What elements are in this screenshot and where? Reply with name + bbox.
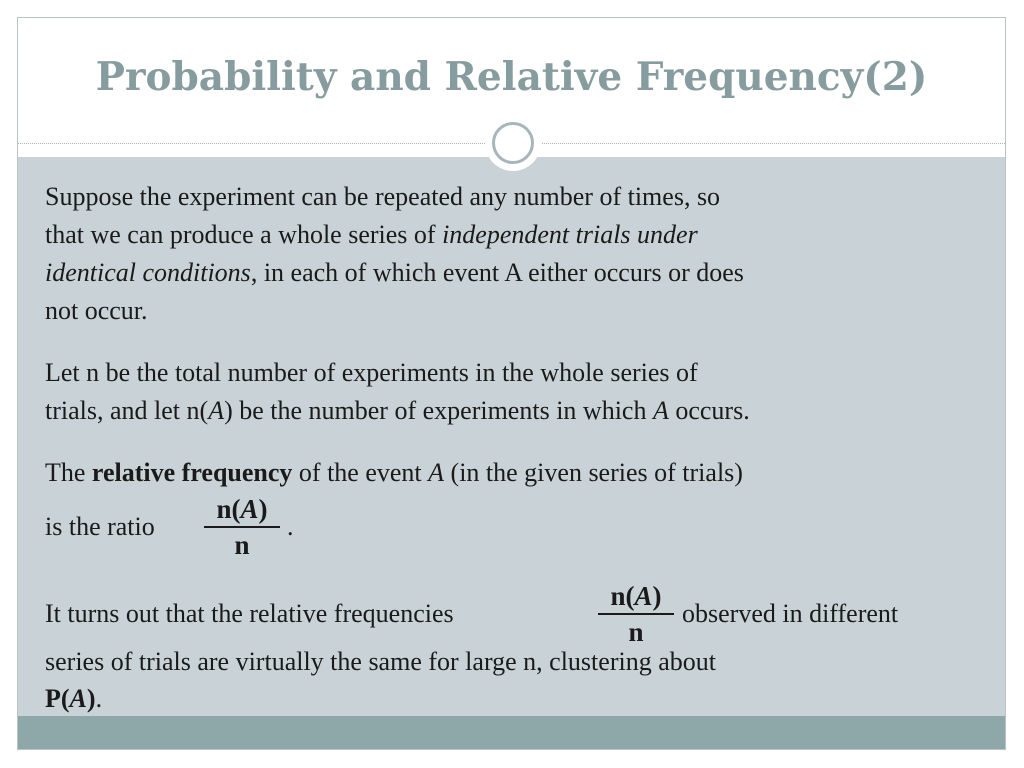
p4-line-1-b: observed in different <box>682 599 899 628</box>
p3-line-2: is the ratio <box>45 512 155 541</box>
fraction2-numerator <box>598 581 674 611</box>
p2-var-a2: A <box>652 396 669 425</box>
p1-italic-independent: independent trials under <box>442 220 698 249</box>
fraction-num-var: A <box>240 494 259 524</box>
p1-line-2 <box>45 216 985 254</box>
p3-line-1 <box>45 454 995 492</box>
p3-bold-term: relative frequency <box>91 458 293 487</box>
p2-text-e: occurs. <box>668 396 750 425</box>
fraction-bar <box>204 526 280 528</box>
p2-line-1: Let n be the total number of experiments in the whole series of <box>45 358 698 387</box>
p3-period: . <box>287 512 294 541</box>
p2-var-a: A <box>208 396 225 425</box>
ornament-ring <box>492 122 534 164</box>
p3-var-a: A <box>428 458 445 487</box>
paragraph-experiment <box>45 178 985 330</box>
p4-prob-open: P( <box>45 684 70 713</box>
slide <box>17 17 1006 750</box>
paragraph-definition-n <box>45 354 985 430</box>
ratio-fraction <box>204 494 280 560</box>
footer-bar <box>18 716 1005 750</box>
p2-line-2 <box>45 392 985 430</box>
p4-prob-close: ) <box>86 684 96 713</box>
fraction2-denominator: n <box>628 617 644 647</box>
p1-line-2-text: that we can produce a whole series of <box>45 220 443 249</box>
p1-line-3 <box>45 254 985 292</box>
fraction-denominator: n <box>234 530 250 560</box>
p3-text-1: The <box>45 458 92 487</box>
fraction-num-close: ) <box>258 494 268 524</box>
p1-line-3-text: , in each of which event A either occurs or does <box>250 258 744 287</box>
p3-text-3: of the event <box>292 458 429 487</box>
fraction2-bar <box>598 613 674 615</box>
p1-line-1: Suppose the experiment can be repeated any number of times, so <box>45 182 721 211</box>
p4-line-3 <box>45 680 102 718</box>
fraction2-num-n: n( <box>610 581 635 611</box>
p4-prob-var: A <box>69 684 87 713</box>
p1-italic-identical: identical conditions <box>45 258 251 287</box>
fraction-numerator <box>204 494 280 524</box>
paragraph-relative-frequency <box>45 454 995 492</box>
p2-text-c: ) be the number of experiments in which <box>224 396 653 425</box>
p4-line-2: series of trials are virtually the same for large n, clustering about <box>45 647 716 676</box>
p4-line-1-a: It turns out that the relative frequencies <box>45 599 454 628</box>
clustering-fraction <box>598 581 674 647</box>
fraction2-num-close: ) <box>652 581 662 611</box>
fraction-num-n: n( <box>216 494 241 524</box>
p2-text-a: trials, and let n( <box>45 396 209 425</box>
fraction2-num-var: A <box>634 581 653 611</box>
slide-title: Probability and Relative Frequency(2) <box>95 54 928 100</box>
p3-text-5: (in the given series of trials) <box>444 458 743 487</box>
p4-period: . <box>95 684 103 713</box>
p1-line-4: not occur. <box>45 296 148 325</box>
